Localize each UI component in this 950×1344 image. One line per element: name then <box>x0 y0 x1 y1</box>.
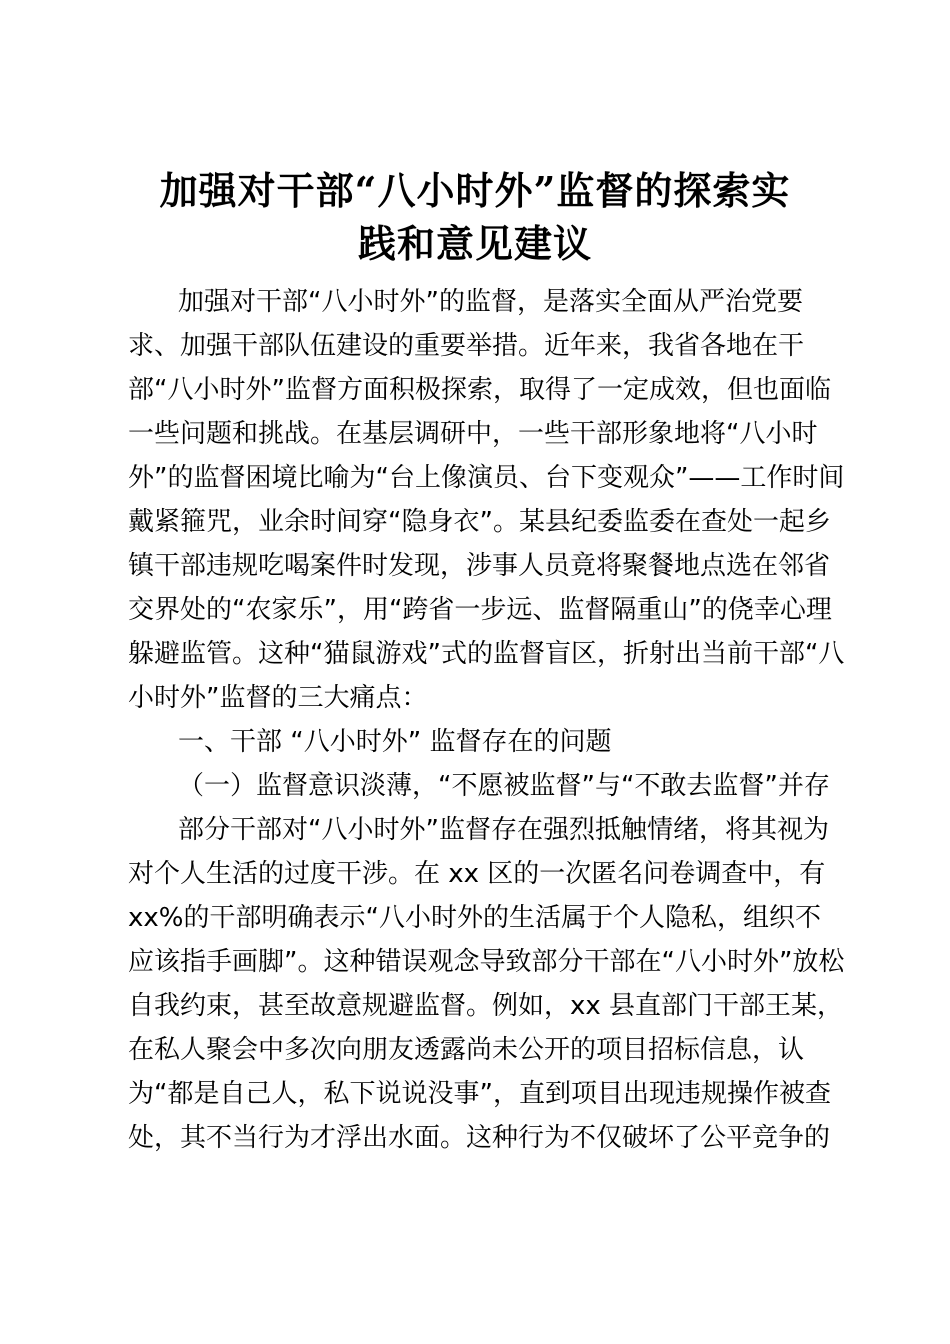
paragraph-line: 部“八小时外”监督方面积极探索，取得了一定成效，但也面临 <box>128 375 831 405</box>
subsection-heading: （一）监督意识淡薄，“不愿被监督”与“不敢去监督”并存 <box>178 771 830 801</box>
paragraph-line: 处，其不当行为才浮出水面。这种行为不仅破坏了公平竞争的 <box>128 1123 831 1153</box>
paragraph-line: 戴紧箍咒，业余时间穿“隐身衣”。某县纪委监委在查处一起乡 <box>128 507 831 537</box>
document-title <box>110 164 840 270</box>
paragraph-line: 求、加强干部队伍建设的重要举措。近年来，我省各地在干 <box>128 331 805 361</box>
paragraph-line: 加强对干部“八小时外”的监督，是落实全面从严治党要 <box>178 287 803 317</box>
paragraph-line: 躲避监管。这种“猫鼠游戏”式的监督盲区，折射出当前干部“八 <box>128 639 845 669</box>
paragraph-line: 应该指手画脚”。这种错误观念导致部分干部在“八小时外”放松 <box>128 947 845 977</box>
document-body <box>128 280 848 1160</box>
paragraph-line: 为“都是自己人，私下说说没事”，直到项目出现违规操作被查 <box>128 1079 831 1109</box>
paragraph-line: 一些问题和挑战。在基层调研中，一些干部形象地将“八小时 <box>128 419 818 449</box>
title-line-1: 加强对干部“八小时外”监督的探索实 <box>159 168 791 213</box>
section-heading: 一、干部 “八小时外” 监督存在的问题 <box>178 727 612 757</box>
paragraph-line: 交界处的“农家乐”，用“跨省一步远、监督隔重山”的侥幸心理 <box>128 595 832 625</box>
title-line-2: 践和意见建议 <box>357 221 592 266</box>
paragraph-line: xx%的干部明确表示“八小时外的生活属于个人隐私，组织不 <box>128 903 821 933</box>
paragraph-line: 部分干部对“八小时外”监督存在强烈抵触情绪，将其视为 <box>178 815 829 845</box>
paragraph-line: 自我约束，甚至故意规避监督。例如，xx 县直部门干部王某， <box>128 991 844 1021</box>
paragraph-line: 小时外”监督的三大痛点： <box>128 683 428 713</box>
paragraph-line: 在私人聚会中多次向朋友透露尚未公开的项目招标信息，认 <box>128 1035 805 1065</box>
paragraph-line: 镇干部违规吃喝案件时发现，涉事人员竟将聚餐地点选在邻省 <box>128 551 831 581</box>
paragraph-line: 外”的监督困境比喻为“台上像演员、台下变观众”——工作时间 <box>128 463 845 493</box>
paragraph-line: 对个人生活的过度干涉。在 xx 区的一次匿名问卷调查中，有 <box>128 859 826 889</box>
